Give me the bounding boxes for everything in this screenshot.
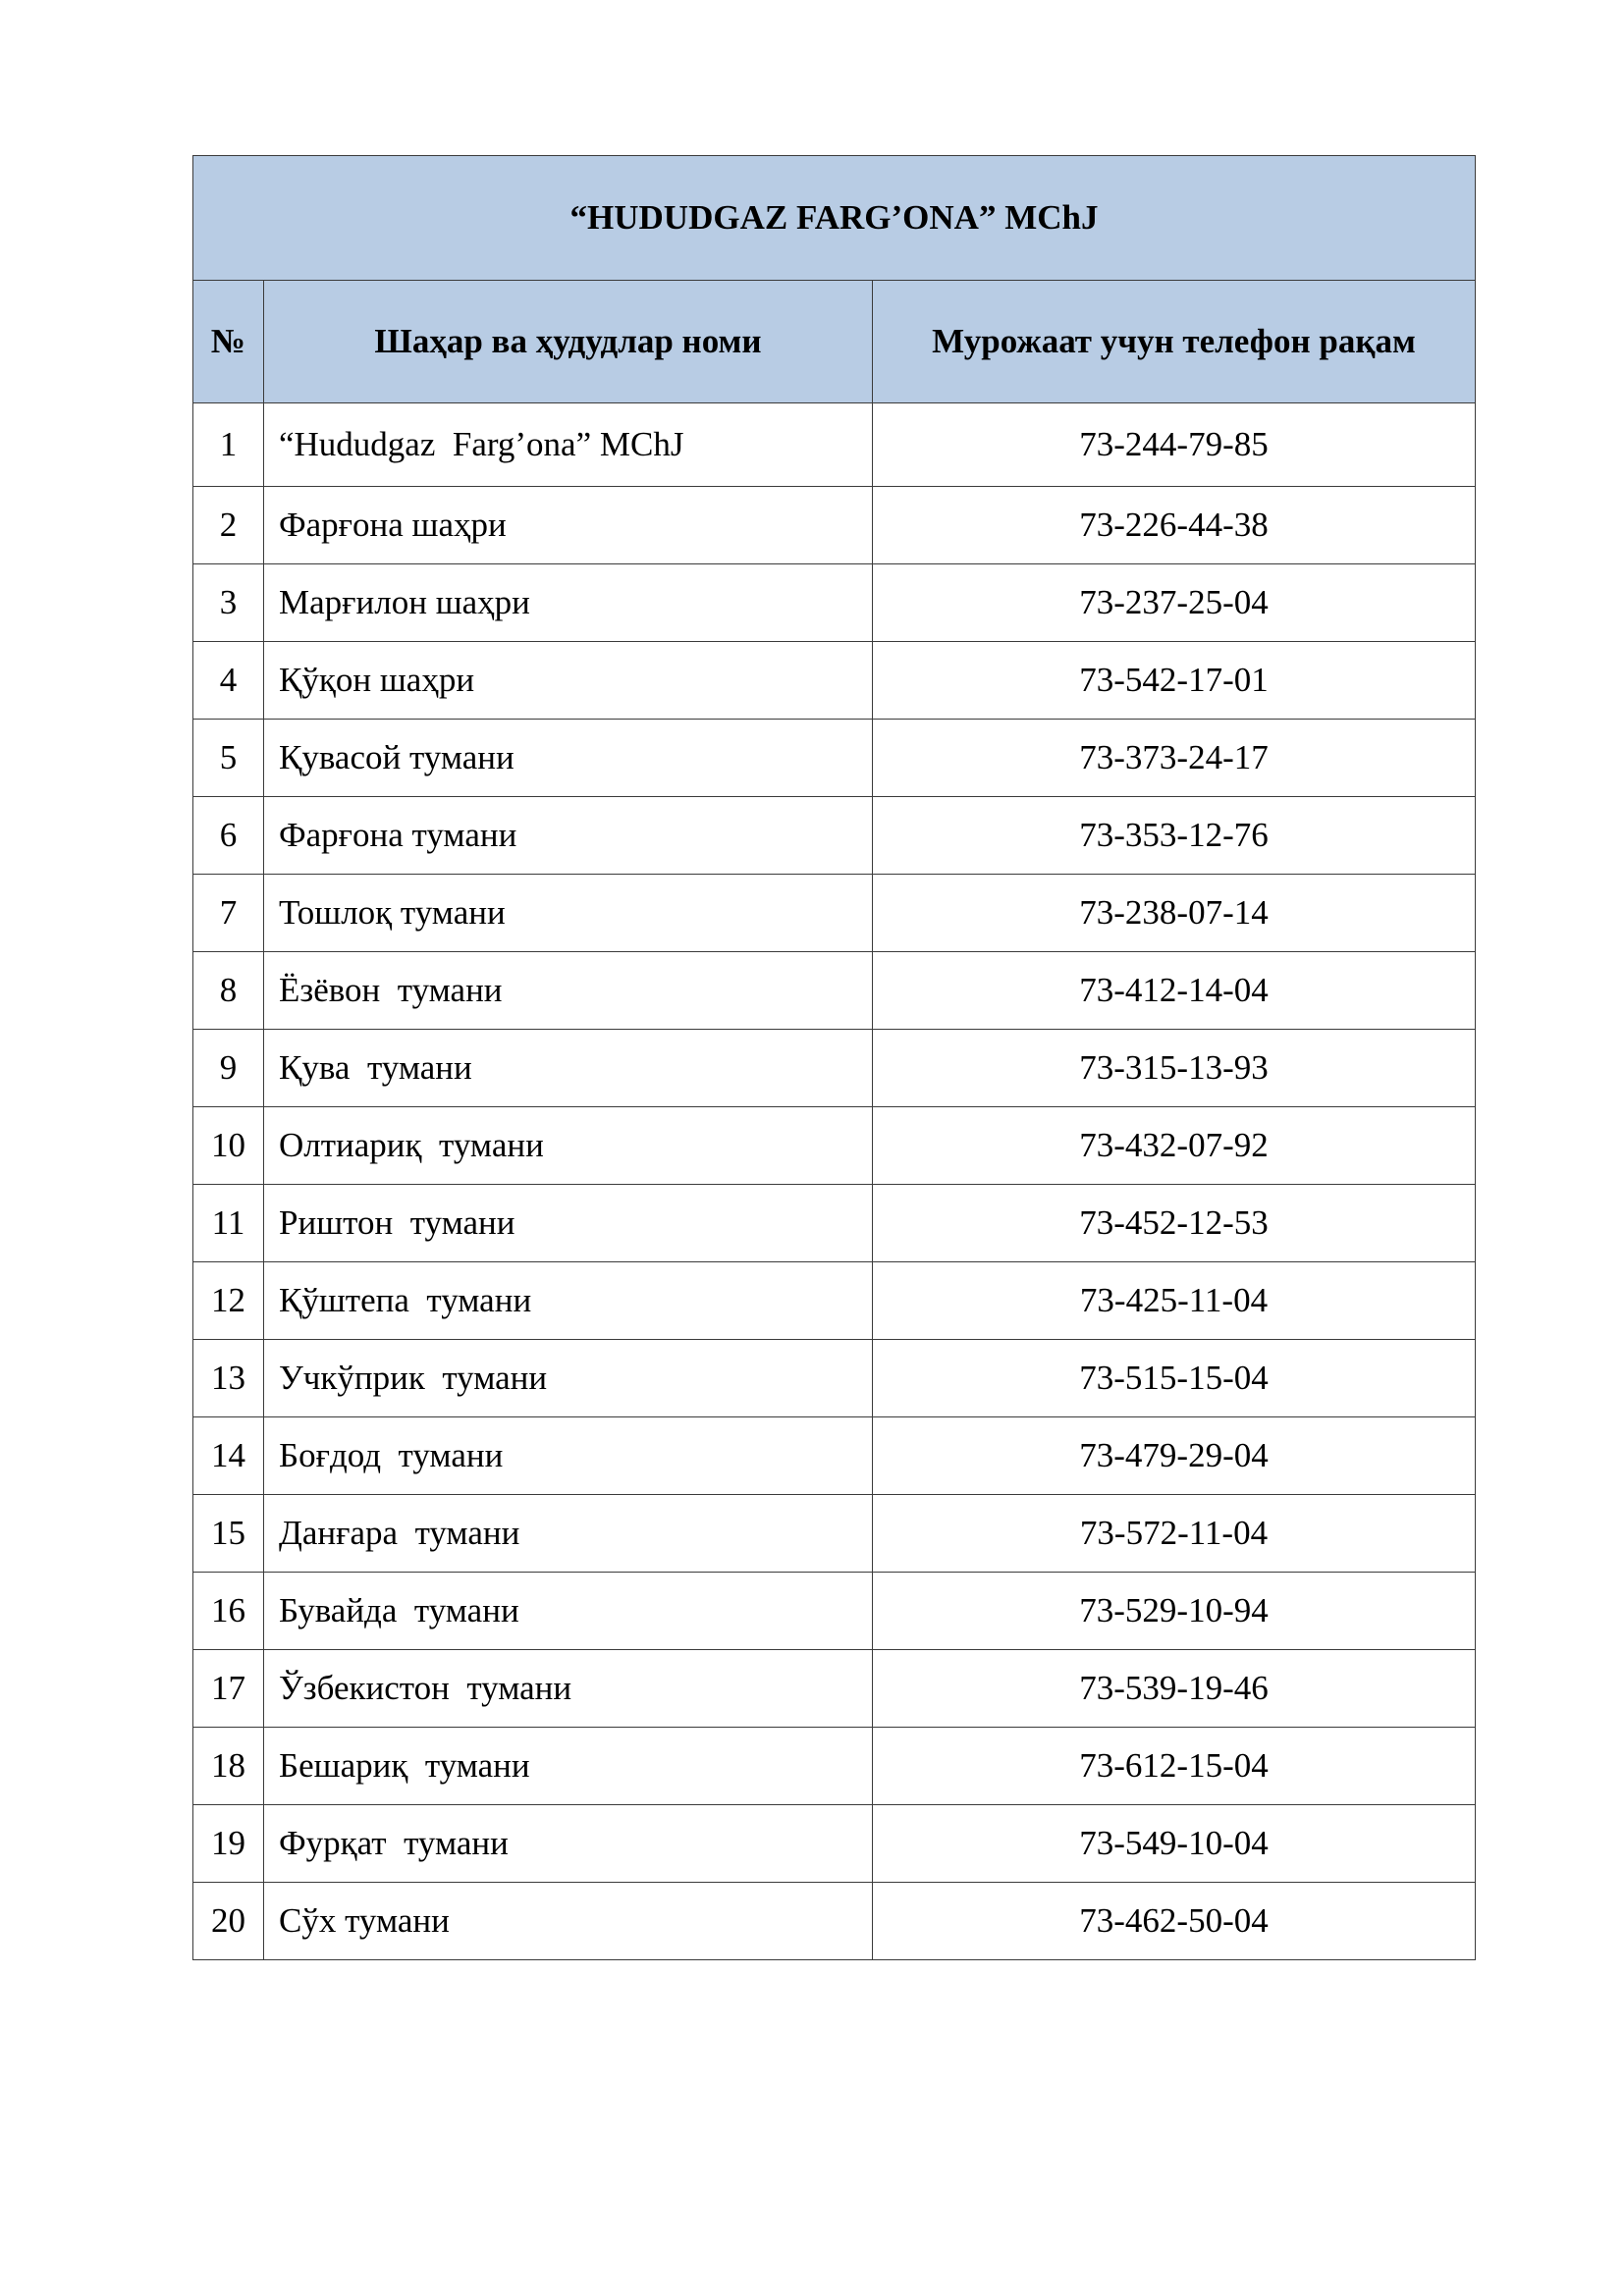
table-row bbox=[193, 1107, 1476, 1185]
row-phone: 73-549-10-04 bbox=[873, 1805, 1476, 1883]
row-phone: 73-452-12-53 bbox=[873, 1185, 1476, 1262]
table-row bbox=[193, 1495, 1476, 1573]
row-name: Фарғона тумани bbox=[264, 797, 873, 875]
row-name: Қўқон шаҳри bbox=[264, 642, 873, 720]
row-number: 12 bbox=[193, 1262, 264, 1340]
row-name: Фурқат тумани bbox=[264, 1805, 873, 1883]
table-body bbox=[193, 403, 1476, 1960]
header-name: Шаҳар ва ҳудудлар номи bbox=[264, 281, 873, 403]
table-row bbox=[193, 1728, 1476, 1805]
table-row bbox=[193, 1650, 1476, 1728]
header-phone: Мурожаат учун телефон рақам bbox=[873, 281, 1476, 403]
table-row bbox=[193, 720, 1476, 797]
row-number: 15 bbox=[193, 1495, 264, 1573]
row-number: 7 bbox=[193, 875, 264, 952]
row-number: 13 bbox=[193, 1340, 264, 1417]
table-row bbox=[193, 1805, 1476, 1883]
row-number: 5 bbox=[193, 720, 264, 797]
header-row bbox=[193, 281, 1476, 403]
row-name: Бувайда тумани bbox=[264, 1573, 873, 1650]
row-name: Олтиариқ тумани bbox=[264, 1107, 873, 1185]
row-phone: 73-238-07-14 bbox=[873, 875, 1476, 952]
row-name: Данғара тумани bbox=[264, 1495, 873, 1573]
row-name: Сўх тумани bbox=[264, 1883, 873, 1960]
row-phone: 73-479-29-04 bbox=[873, 1417, 1476, 1495]
header-number: № bbox=[193, 281, 264, 403]
row-phone: 73-353-12-76 bbox=[873, 797, 1476, 875]
row-number: 19 bbox=[193, 1805, 264, 1883]
row-name: Риштон тумани bbox=[264, 1185, 873, 1262]
row-number: 3 bbox=[193, 564, 264, 642]
row-name: Қўштепа тумани bbox=[264, 1262, 873, 1340]
table-row bbox=[193, 642, 1476, 720]
row-name: Ёзёвон тумани bbox=[264, 952, 873, 1030]
row-phone: 73-412-14-04 bbox=[873, 952, 1476, 1030]
row-number: 17 bbox=[193, 1650, 264, 1728]
row-number: 8 bbox=[193, 952, 264, 1030]
table-row bbox=[193, 1573, 1476, 1650]
row-phone: 73-315-13-93 bbox=[873, 1030, 1476, 1107]
table-row bbox=[193, 952, 1476, 1030]
table-row bbox=[193, 797, 1476, 875]
table-row bbox=[193, 1030, 1476, 1107]
row-phone: 73-373-24-17 bbox=[873, 720, 1476, 797]
row-number: 11 bbox=[193, 1185, 264, 1262]
row-number: 18 bbox=[193, 1728, 264, 1805]
row-phone: 73-432-07-92 bbox=[873, 1107, 1476, 1185]
row-number: 14 bbox=[193, 1417, 264, 1495]
row-number: 1 bbox=[193, 403, 264, 487]
row-number: 16 bbox=[193, 1573, 264, 1650]
table-row bbox=[193, 1340, 1476, 1417]
row-number: 20 bbox=[193, 1883, 264, 1960]
row-name: Боғдод тумани bbox=[264, 1417, 873, 1495]
row-name: Тошлоқ тумани bbox=[264, 875, 873, 952]
row-name: Марғилон шаҳри bbox=[264, 564, 873, 642]
row-phone: 73-244-79-85 bbox=[873, 403, 1476, 487]
table-row bbox=[193, 487, 1476, 564]
row-name: “Hududgaz Farg’ona” MChJ bbox=[264, 403, 873, 487]
row-phone: 73-425-11-04 bbox=[873, 1262, 1476, 1340]
row-number: 10 bbox=[193, 1107, 264, 1185]
contacts-table bbox=[192, 155, 1476, 1960]
table-row bbox=[193, 1883, 1476, 1960]
table-row bbox=[193, 875, 1476, 952]
title-row bbox=[193, 156, 1476, 281]
table-row bbox=[193, 1262, 1476, 1340]
row-number: 2 bbox=[193, 487, 264, 564]
row-name: Бешариқ тумани bbox=[264, 1728, 873, 1805]
row-phone: 73-529-10-94 bbox=[873, 1573, 1476, 1650]
table-title: “HUDUDGAZ FARG’ONA” MChJ bbox=[193, 156, 1476, 281]
table-row bbox=[193, 403, 1476, 487]
row-phone: 73-237-25-04 bbox=[873, 564, 1476, 642]
row-phone: 73-539-19-46 bbox=[873, 1650, 1476, 1728]
row-phone: 73-612-15-04 bbox=[873, 1728, 1476, 1805]
row-number: 9 bbox=[193, 1030, 264, 1107]
row-phone: 73-462-50-04 bbox=[873, 1883, 1476, 1960]
row-name: Қува тумани bbox=[264, 1030, 873, 1107]
row-phone: 73-226-44-38 bbox=[873, 487, 1476, 564]
row-phone: 73-515-15-04 bbox=[873, 1340, 1476, 1417]
row-number: 4 bbox=[193, 642, 264, 720]
table-row bbox=[193, 1185, 1476, 1262]
row-phone: 73-572-11-04 bbox=[873, 1495, 1476, 1573]
row-name: Ўзбекистон тумани bbox=[264, 1650, 873, 1728]
row-phone: 73-542-17-01 bbox=[873, 642, 1476, 720]
row-number: 6 bbox=[193, 797, 264, 875]
table-row bbox=[193, 564, 1476, 642]
row-name: Қувасой тумани bbox=[264, 720, 873, 797]
row-name: Фарғона шаҳри bbox=[264, 487, 873, 564]
table-row bbox=[193, 1417, 1476, 1495]
row-name: Учкўприк тумани bbox=[264, 1340, 873, 1417]
